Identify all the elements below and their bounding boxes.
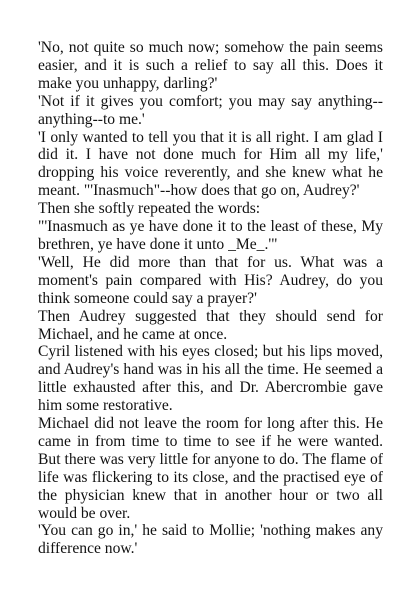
paragraph: 'You can go in,' he said to Mollie; 'nothing makes any difference now.' — [38, 522, 383, 558]
paragraph: Michael did not leave the room for long after this. He came in from time to time to see if he were wanted. But there was very little for anyone to do. The flame of life was flickering to its close, and the practised eye of the physician knew that in another hour or two all would be over. — [38, 415, 383, 522]
paragraph: 'I only wanted to tell you that it is all right. I am glad I did it. I have not done much for Him all my life,' dropping his voice reverently, and she knew what he meant. "'Inasmuch"--how does that go on, Audrey?' — [38, 128, 383, 200]
paragraph: Cyril listened with his eyes closed; but his lips moved, and Audrey's hand was in his all the time. He seemed a little exhausted after this, and Dr. Abercrombie gave him some restorative. — [38, 343, 383, 415]
paragraph: Then Audrey suggested that they should send for Michael, and he came at once. — [38, 307, 383, 343]
paragraph: 'Not if it gives you comfort; you may say anything--anything--to me.' — [38, 92, 383, 128]
paragraph: "'Inasmuch as ye have done it to the least of these, My brethren, ye have done it unto _Me_.'" — [38, 218, 383, 253]
book-page-text — [38, 39, 383, 558]
paragraph: 'No, not quite so much now; somehow the pain seems easier, and it is such a relief to say all this. Does it make you unhappy, darling?' — [38, 39, 383, 92]
paragraph: Then she softly repeated the words: — [38, 200, 261, 218]
paragraph: 'Well, He did more than that for us. What was a moment's pain compared with His? Audrey, do you think someone could say a prayer?' — [38, 253, 383, 307]
